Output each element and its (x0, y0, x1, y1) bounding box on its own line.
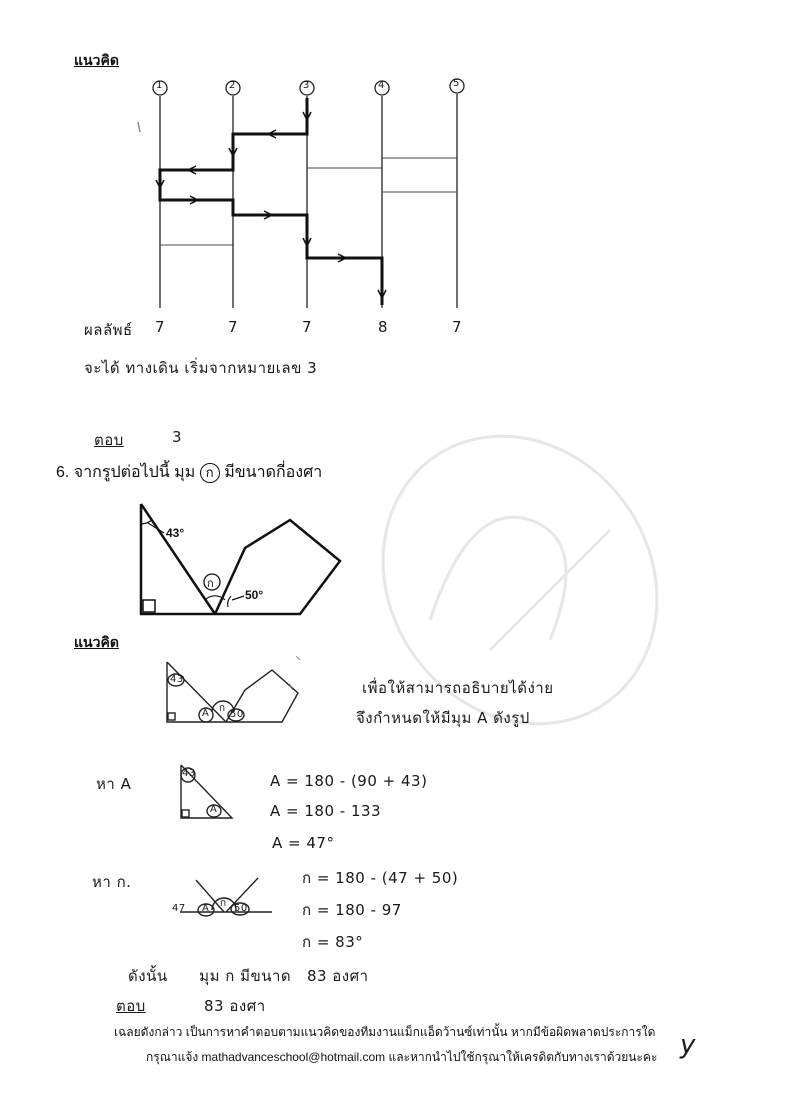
result-5: 7 (452, 318, 463, 336)
note-line-2: จึงกำหนดให้มีมุม A ดังรูป (356, 709, 530, 727)
find-a-step-3: A = 47° (272, 834, 335, 852)
result-4: 8 (378, 318, 389, 336)
ladder-label-3: 3 (303, 80, 310, 91)
answer2-label: ตอบ (116, 997, 146, 1015)
angle-43-label: 43° (166, 526, 185, 540)
fig1-label-50: 50 (230, 709, 244, 720)
find-n-step-3: ก = 83° (302, 933, 364, 951)
angle-50-label: 50° (245, 588, 264, 602)
answer1-value: 3 (172, 428, 183, 446)
find-a-label: หา A (96, 775, 132, 793)
find-n-step-2: ก = 180 - 97 (302, 901, 402, 919)
signature: y (680, 1030, 696, 1060)
fig1-label-a: A (202, 708, 210, 719)
fig3-label-47: 47 (172, 903, 186, 914)
result-1: 7 (155, 318, 166, 336)
question6-text: จากรูปต่อไปนี้ มุม (73, 464, 196, 481)
results-label: ผลลัพธ์ (84, 321, 133, 339)
fig2-label-a: A (210, 804, 218, 815)
ladder-label-2: 2 (229, 80, 236, 91)
answer2-value: 83 องศา (204, 997, 266, 1015)
fig1-label-n: ก (219, 703, 226, 714)
conclusion-text: จะได้ ทางเดิน เริ่มจากหมายเลข 3 (84, 359, 318, 377)
find-a-step-1: A = 180 - (90 + 43) (270, 772, 428, 790)
answer1-label: ตอบ (94, 431, 124, 449)
fig3-label-50: 50 (234, 903, 248, 914)
note-line-1: เพื่อให้สามารถอธิบายได้ง่าย (362, 679, 554, 697)
ladder-label-5: 5 (453, 78, 460, 89)
fig2-label-43: 43 (182, 768, 196, 779)
question6 (56, 460, 322, 485)
find-n-label: หา ก. (92, 873, 132, 891)
therefore-text: ดังนั้น มุม ก มีขนาด 83 องศา (128, 967, 369, 985)
question6-text-end: มีขนาดกี่องศา (224, 464, 323, 481)
fig1-label-43: 43 (170, 674, 184, 685)
angle-n-label: ก (207, 578, 214, 590)
ladder-label-4: 4 (378, 80, 385, 91)
fig3-label-n: ก (220, 898, 227, 909)
find-n-step-1: ก = 180 - (47 + 50) (302, 869, 459, 887)
question6-angle-symbol: ก (200, 463, 220, 483)
find-a-step-2: A = 180 - 133 (270, 802, 382, 820)
ladder-label-1: 1 (156, 80, 163, 91)
fig3-label-a: A (202, 903, 210, 914)
section2-heading: แนวคิด (74, 634, 119, 650)
question6-number: 6. (56, 464, 70, 481)
result-2: 7 (228, 318, 239, 336)
footer-line-1: เฉลยดังกล่าว เป็นการหาคำตอบตามแนวคิดของทีมงานแม็กแอ็ดว้านซ์เท่านั้น หากมีข้อผิดพลาดประการใด (114, 1025, 656, 1039)
section1-heading: แนวคิด (74, 52, 119, 68)
result-3: 7 (302, 318, 313, 336)
footer-line-2: กรุณาแจ้ง mathadvanceschool@hotmail.com และหากนำไปใช้กรุณาให้เครดิตกับทางเราด้วยนะคะ (146, 1050, 658, 1064)
